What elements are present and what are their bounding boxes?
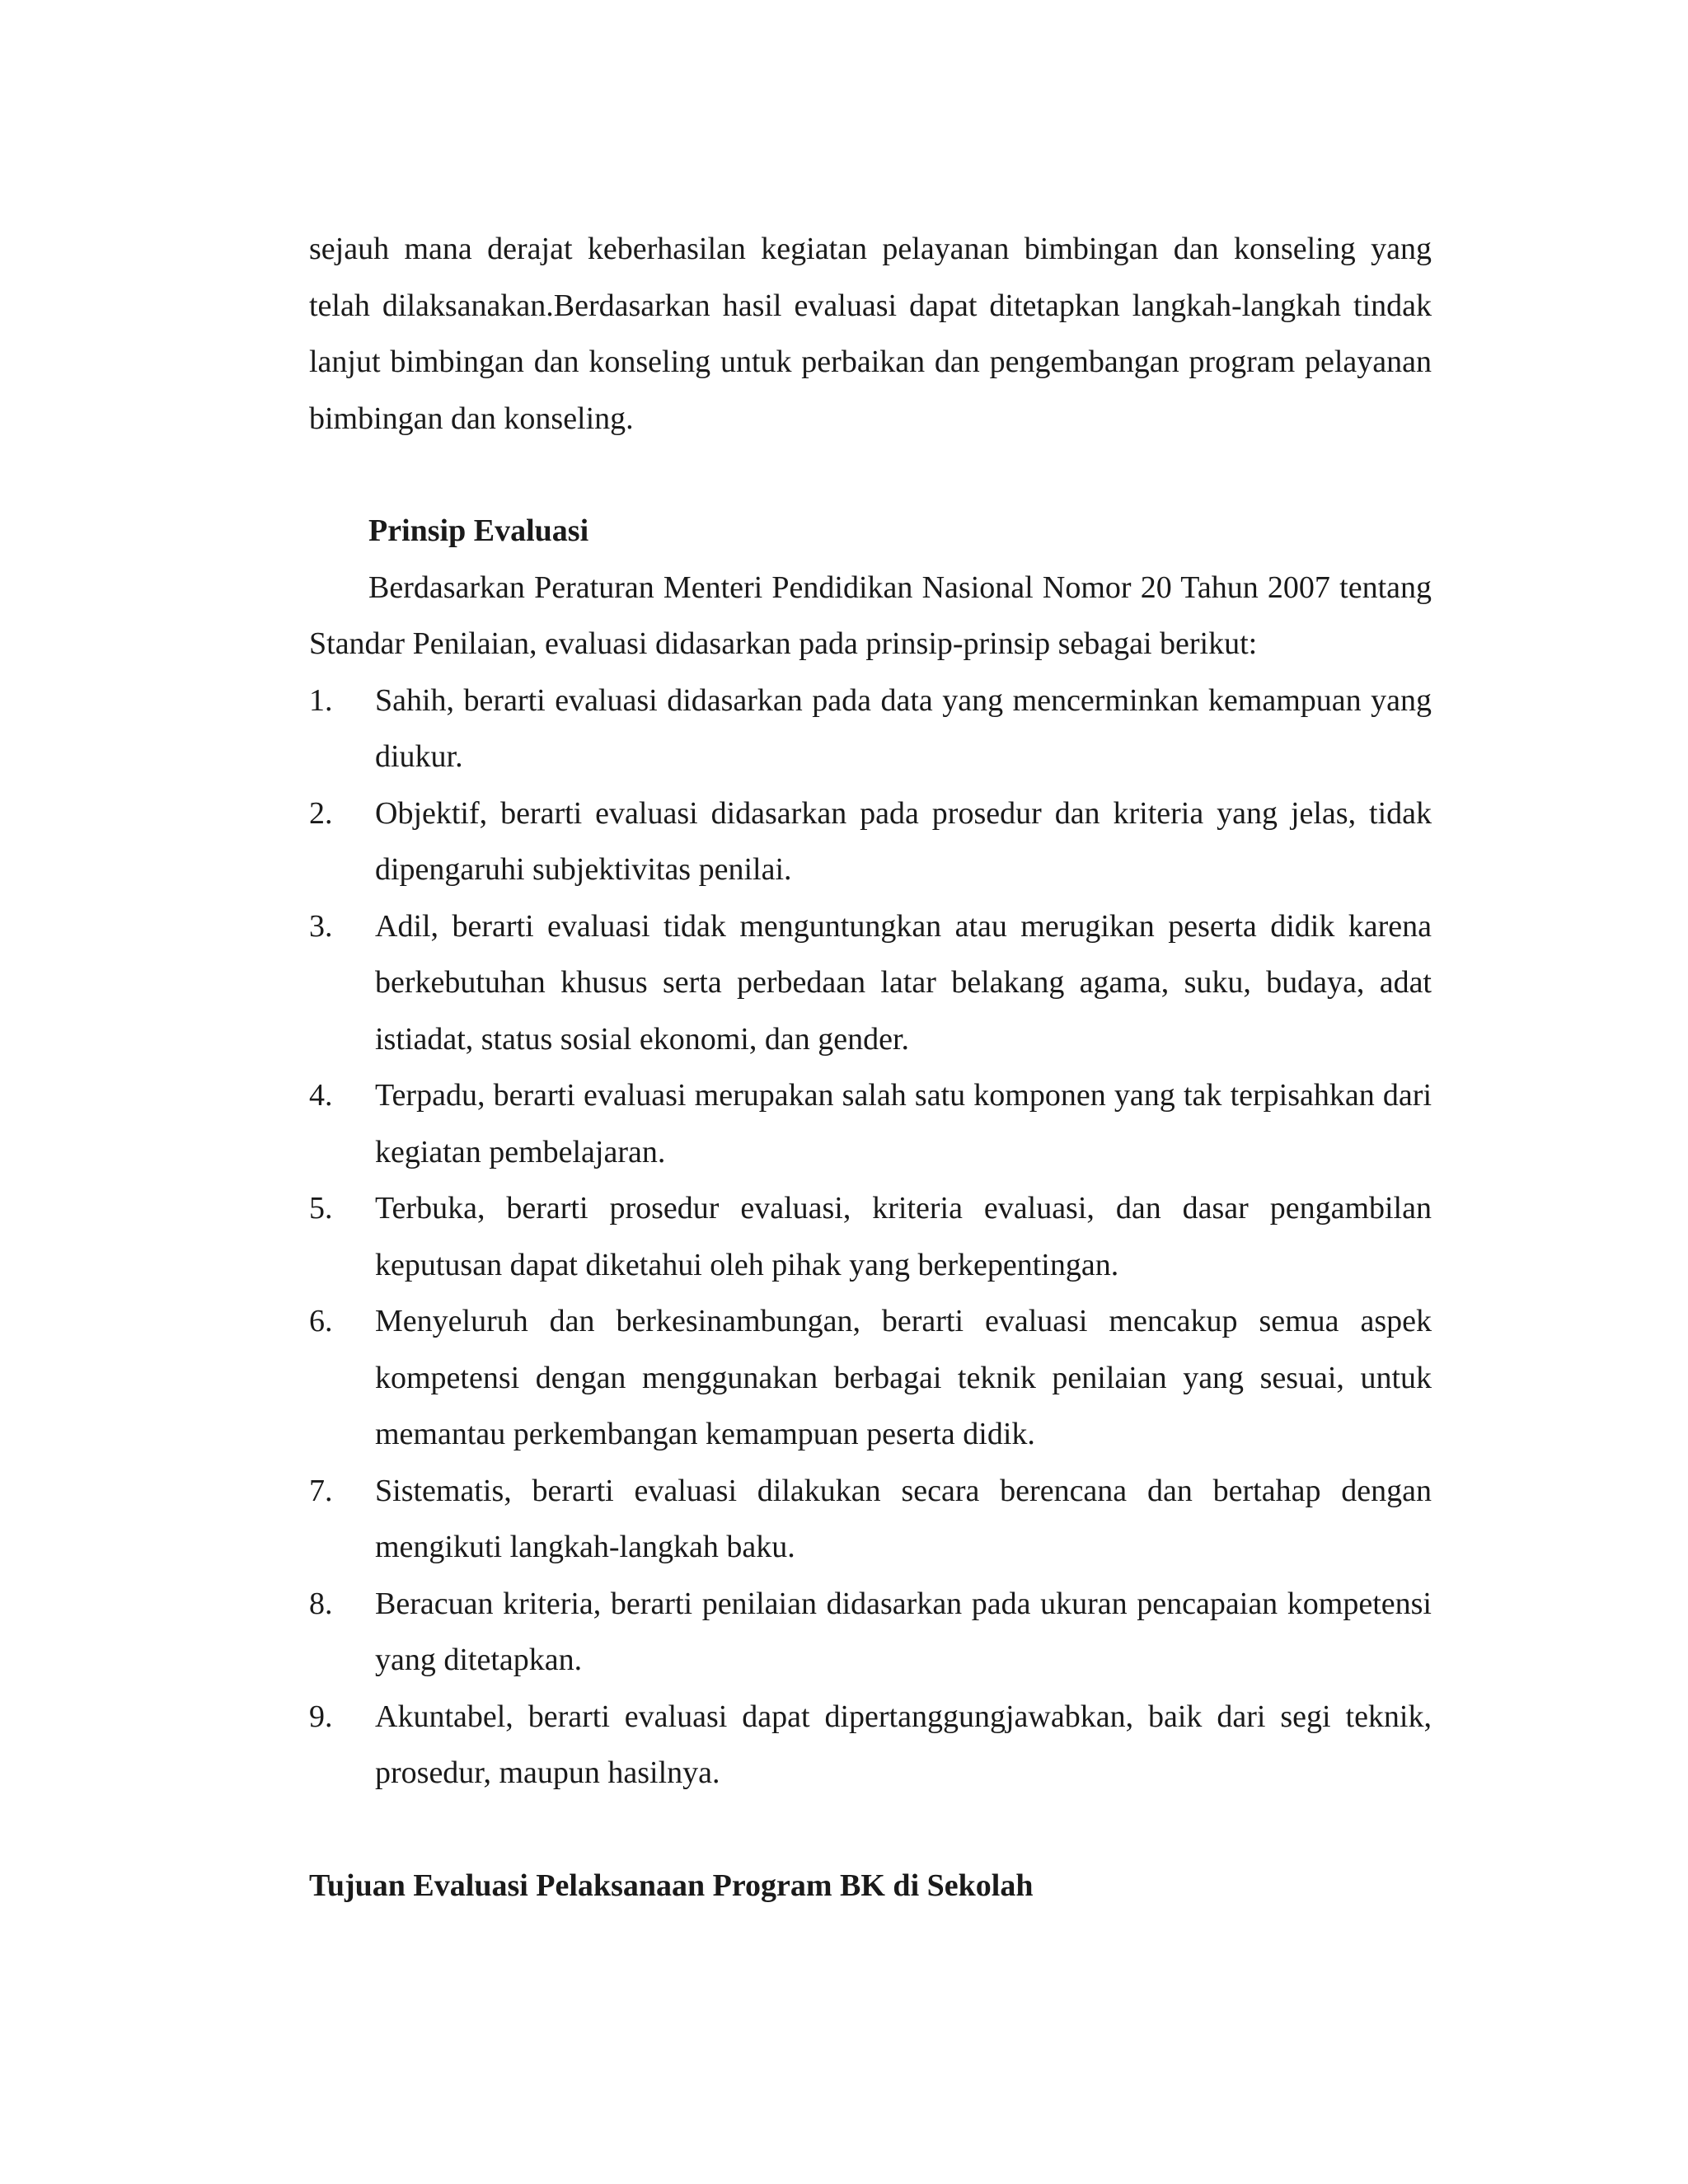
list-item-number: 9. (309, 1699, 333, 1734)
list-item (309, 1463, 1432, 1576)
list-item-text: Terbuka, berarti prosedur evaluasi, kriteria evaluasi, dan dasar pengambilan keputusan dapat diketahui oleh pihak yang berkepentingan. (375, 1191, 1432, 1282)
prinsip-intro-paragraph: Berdasarkan Peraturan Menteri Pendidikan Nasional Nomor 20 Tahun 2007 tentang Standar Penilaian, evaluasi didasarkan pada prinsip-prinsip sebagai berikut: (309, 569, 1432, 661)
list-item-text: Akuntabel, berarti evaluasi dapat dipertanggungjawabkan, baik dari segi teknik, prosedur, maupun hasilnya. (375, 1699, 1432, 1790)
intro-paragraph: sejauh mana derajat keberhasilan kegiatan pelayanan bimbingan dan konseling yang telah dilaksanakan.Berdasarkan hasil evaluasi dapat ditetapkan langkah-langkah tindak lanjut bimbingan dan konseling untuk perbaikan dan pengembangan program pelayanan bimbingan dan konseling. (309, 232, 1432, 436)
list-item-number: 3. (309, 908, 333, 944)
list-item-text: Menyeluruh dan berkesinambungan, berarti evaluasi mencakup semua aspek kompetensi dengan menggunakan berbagai teknik penilaian yang sesuai, untuk memantau perkembangan kemampuan peserta didik. (375, 1304, 1432, 1451)
heading-tujuan-evaluasi: Tujuan Evaluasi Pelaksanaan Program BK di Sekolah (309, 1868, 1034, 1903)
list-item-number: 6. (309, 1304, 333, 1338)
list-item-text: Adil, berarti evaluasi tidak menguntungkan atau merugikan peserta didik karena berkebutuhan khusus serta perbedaan latar belakang agama, suku, budaya, adat istiadat, status sosial ekonomi, dan gender. (375, 908, 1432, 1057)
list-item-text: Beracuan kriteria, berarti penilaian didasarkan pada ukuran pencapaian kompetensi yang ditetapkan. (375, 1586, 1432, 1677)
list-item-number: 1. (309, 682, 333, 718)
list-item (309, 1689, 1432, 1802)
list-item (309, 1180, 1432, 1293)
list-item (309, 785, 1432, 898)
principles-list (309, 673, 1432, 1802)
list-item (309, 1067, 1432, 1180)
list-item (309, 1576, 1432, 1689)
list-item-number: 4. (309, 1078, 333, 1113)
heading-prinsip-evaluasi: Prinsip Evaluasi (368, 513, 589, 548)
list-item-number: 7. (309, 1473, 333, 1508)
list-item-number: 5. (309, 1191, 333, 1226)
list-item-number: 2. (309, 795, 333, 831)
list-item (309, 673, 1432, 785)
list-item-text: Sahih, berarti evaluasi didasarkan pada data yang mencerminkan kemampuan yang diukur. (375, 682, 1432, 774)
list-item (309, 898, 1432, 1068)
list-item-text: Terpadu, berarti evaluasi merupakan salah satu komponen yang tak terpisahkan dari kegiatan pembelajaran. (375, 1078, 1432, 1169)
list-item-text: Objektif, berarti evaluasi didasarkan pada prosedur dan kriteria yang jelas, tidak dipengaruhi subjektivitas penilai. (375, 795, 1432, 887)
list-item-text: Sistematis, berarti evaluasi dilakukan secara berencana dan bertahap dengan mengikuti langkah-langkah baku. (375, 1473, 1432, 1564)
document-body (309, 221, 1432, 1914)
list-item-number: 8. (309, 1586, 333, 1621)
list-item (309, 1293, 1432, 1463)
